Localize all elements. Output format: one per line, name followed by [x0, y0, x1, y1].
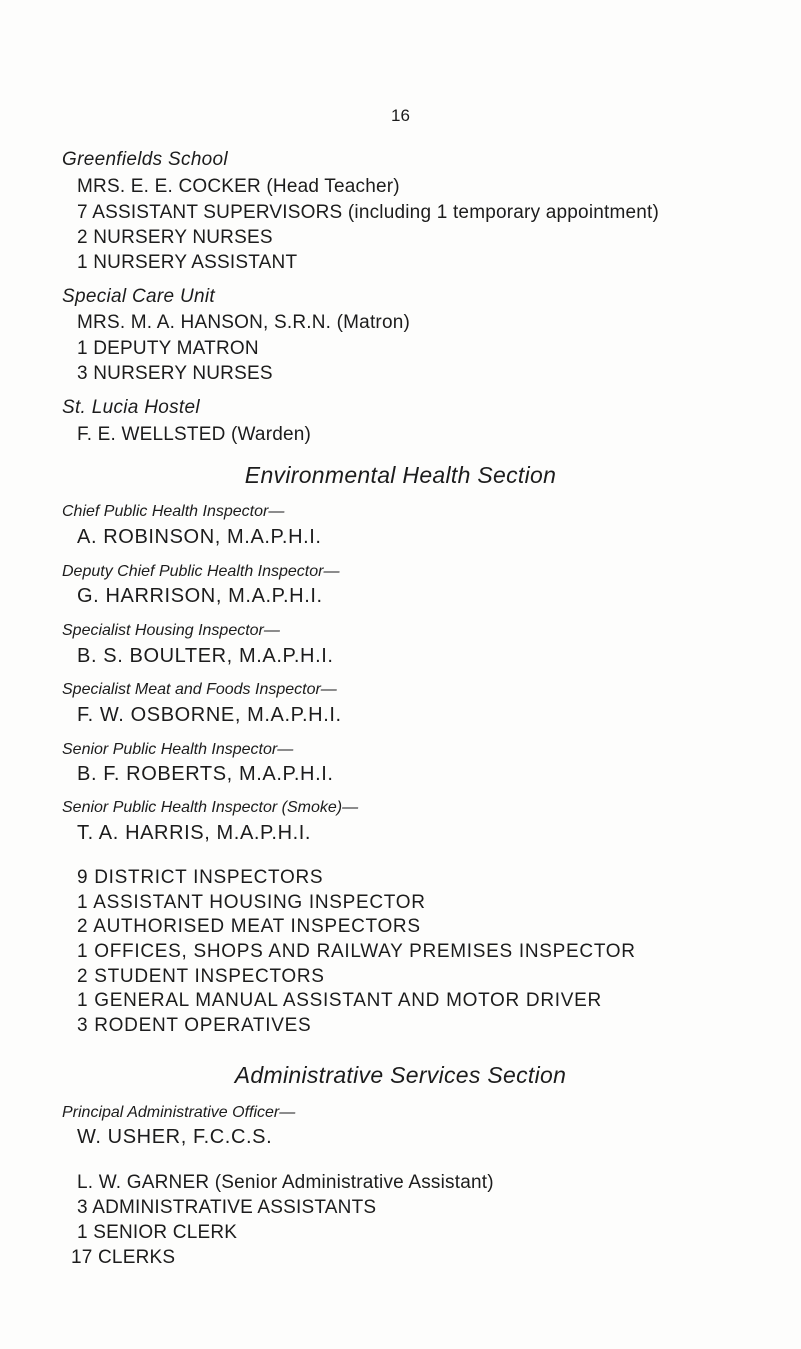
st-lucia-line: F. E. WELLSTED (Warden) — [77, 424, 312, 445]
staff-line: 3 RODENT OPERATIVES — [77, 1015, 312, 1036]
greenfields-line: 1 NURSERY ASSISTANT — [77, 252, 298, 273]
special-care-heading: Special Care Unit — [62, 286, 215, 307]
officer-role: Specialist Housing Inspector— — [62, 622, 280, 639]
staff-line: 9 DISTRICT INSPECTORS — [77, 867, 324, 888]
staff-line: 2 STUDENT INSPECTORS — [77, 966, 325, 987]
page-number: 16 — [391, 106, 410, 125]
special-care-line: MRS. M. A. HANSON, S.R.N. (Matron) — [77, 312, 411, 333]
administrative-section-title: Administrative Services Section — [234, 1062, 567, 1088]
officer-name: B. F. ROBERTS, M.A.P.H.I. — [77, 763, 334, 785]
officer-role: Deputy Chief Public Health Inspector— — [62, 563, 340, 580]
staff-line: 1 GENERAL MANUAL ASSISTANT AND MOTOR DRIVER — [77, 990, 602, 1011]
officer-role: Senior Public Health Inspector (Smoke)— — [62, 799, 359, 816]
special-care-line: 3 NURSERY NURSES — [77, 363, 273, 384]
staff-line: 1 OFFICES, SHOPS AND RAILWAY PREMISES INSPECTOR — [77, 941, 636, 962]
officer-name: A. ROBINSON, M.A.P.H.I. — [77, 526, 322, 548]
officer-name: W. USHER, F.C.C.S. — [77, 1126, 273, 1148]
admin-staff-line: 17 CLERKS — [71, 1247, 176, 1268]
officer-role: Senior Public Health Inspector— — [62, 741, 294, 758]
officer-name: G. HARRISON, M.A.P.H.I. — [77, 585, 323, 607]
special-care-line: 1 DEPUTY MATRON — [77, 338, 259, 359]
greenfields-line: MRS. E. E. COCKER (Head Teacher) — [77, 176, 400, 197]
environmental-section-title: Environmental Health Section — [244, 462, 557, 488]
staff-line: 2 AUTHORISED MEAT INSPECTORS — [77, 916, 421, 937]
st-lucia-heading: St. Lucia Hostel — [62, 397, 200, 418]
officer-role: Principal Administrative Officer— — [62, 1104, 296, 1121]
officer-role: Specialist Meat and Foods Inspector— — [62, 681, 337, 698]
officer-role: Chief Public Health Inspector— — [62, 503, 285, 520]
admin-staff-line: 1 SENIOR CLERK — [77, 1222, 238, 1243]
staff-line: 1 ASSISTANT HOUSING INSPECTOR — [77, 892, 426, 913]
officer-name: T. A. HARRIS, M.A.P.H.I. — [77, 822, 312, 844]
greenfields-line: 7 ASSISTANT SUPERVISORS (including 1 temporary appointment) — [77, 202, 660, 223]
greenfields-heading: Greenfields School — [62, 149, 228, 170]
officer-name: F. W. OSBORNE, M.A.P.H.I. — [77, 704, 342, 726]
admin-staff-line: 3 ADMINISTRATIVE ASSISTANTS — [77, 1197, 377, 1218]
greenfields-line: 2 NURSERY NURSES — [77, 227, 273, 248]
admin-staff-line: L. W. GARNER (Senior Administrative Assistant) — [77, 1172, 494, 1193]
officer-name: B. S. BOULTER, M.A.P.H.I. — [77, 645, 334, 667]
